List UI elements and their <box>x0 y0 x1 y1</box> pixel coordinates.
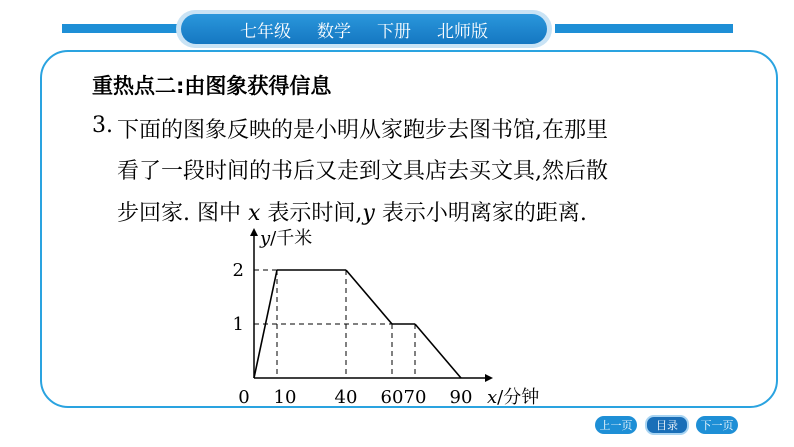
header-edition: 北师版 <box>437 21 488 42</box>
x-tick-40: 40 <box>334 387 358 408</box>
x-axis-label-var: x <box>487 387 498 408</box>
question-var-x: x <box>248 201 261 226</box>
prev-page-button[interactable]: 上一页 <box>595 416 637 434</box>
series-segment-4 <box>415 324 461 378</box>
table-of-contents-button[interactable]: 目录 <box>645 415 689 435</box>
x-tick-0: 0 <box>238 387 250 408</box>
section-title: 重热点二:由图象获得信息 <box>92 74 332 98</box>
question-var-y: y <box>362 201 375 226</box>
x-tick-10: 10 <box>273 387 297 408</box>
x-tick-70: 70 <box>403 387 427 408</box>
next-page-button[interactable]: 下一页 <box>696 416 738 434</box>
y-axis-label-unit: /千米 <box>270 228 313 249</box>
x-axis-label <box>487 387 539 408</box>
x-tick-60: 60 <box>380 387 404 408</box>
series-segment-2 <box>346 270 392 324</box>
question-line-3-c: 表示小明离家的距离. <box>381 201 587 226</box>
header-grade: 七年级 <box>240 21 291 42</box>
y-tick-1: 1 <box>232 314 244 335</box>
x-axis-label-unit: /分钟 <box>497 387 540 408</box>
question-line-3-b: 表示时间, <box>267 201 363 226</box>
y-tick-2: 2 <box>232 260 244 281</box>
x-tick-90: 90 <box>449 387 473 408</box>
question-number: 3. <box>92 113 113 138</box>
header-subject: 数学 <box>317 21 351 42</box>
header-volume: 下册 <box>377 21 411 42</box>
question-line-1: 下面的图象反映的是小明从家跑步去图书馆,在那里 <box>117 118 608 143</box>
y-axis-label-var: y <box>260 228 271 249</box>
question-line-2: 看了一段时间的书后又走到文具店去买文具,然后散 <box>117 159 608 184</box>
question-line-3-a: 步回家. 图中 <box>117 201 241 226</box>
y-axis-label <box>259 228 312 249</box>
